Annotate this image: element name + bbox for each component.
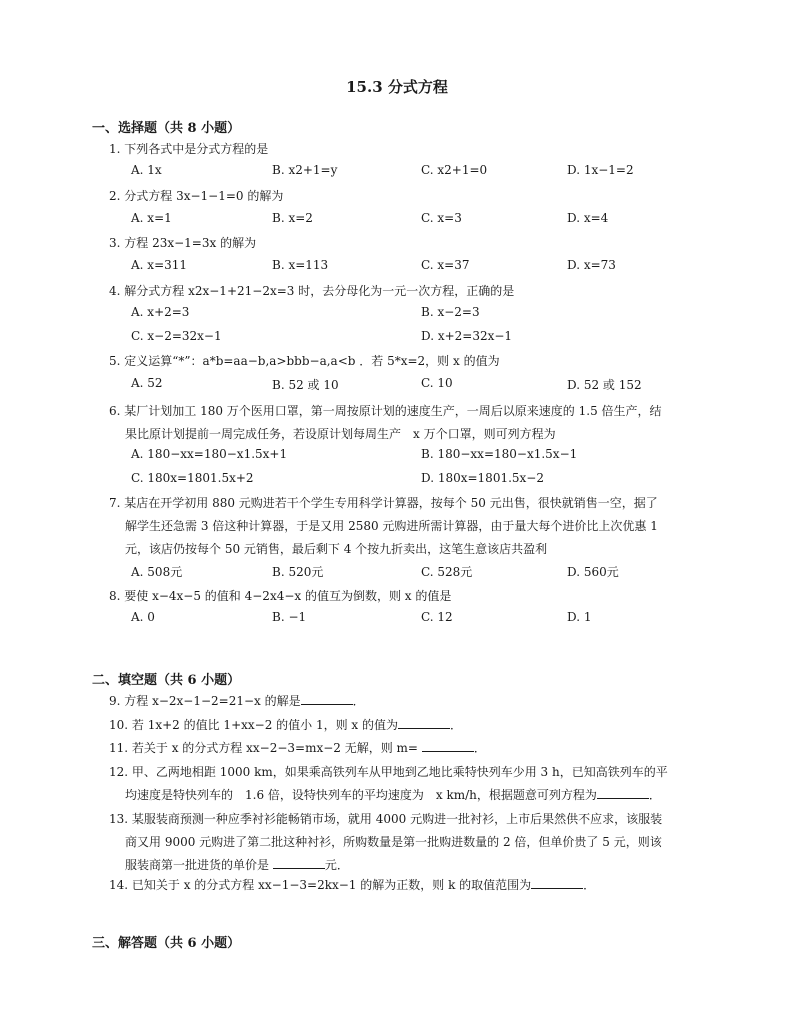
option-b: B. −1: [272, 610, 307, 624]
option-c: C. 528元: [421, 565, 473, 579]
answer-blank: [273, 856, 325, 869]
question-7-line-2: 解学生还急需 3 倍这种计算器，于是又用 2580 元购进所需计算器，由于量大每个进价比上次优惠 1: [125, 519, 658, 533]
question-13-line-2: 商又用 9000 元购进了第二批这种衬衫，所购数量是第一批购进数量的 2 倍，但单价贵了 5 元，则该: [125, 835, 662, 849]
question-7-line-3: 元，该店仍按每个 50 元销售，最后剩下 4 个按九折卖出，这笔生意该店共盈利: [125, 542, 548, 556]
option-b: B. 520元: [272, 565, 324, 579]
question-13-text: 服装商第一批进货的单价是: [125, 858, 270, 872]
option-b: B. x=2: [272, 211, 313, 225]
option-c: C. 12: [421, 610, 453, 624]
question-6: [109, 400, 709, 446]
option-c: C. x=3: [421, 211, 462, 225]
option-a: A. x=311: [131, 258, 188, 272]
option-c: C. 180x=1801.5x+2: [131, 471, 254, 485]
question-12-text: 均速度是特快列车的 1.6 倍，设特快列车的平均速度为 x km/h，根据题意可列方程为: [125, 788, 597, 802]
option-c: C. x=37: [421, 258, 470, 272]
question-2: 2. 分式方程 3x−1−1=0 的解为: [109, 189, 284, 203]
option-d: D. 1: [567, 610, 592, 624]
question-9-text: 9. 方程 x−2x−1−2=21−x 的解是: [109, 694, 301, 708]
question-3-options: [131, 258, 711, 280]
question-9: [109, 690, 709, 713]
question-8-options: [131, 610, 711, 632]
question-6-line-1: 6. 某厂计划加工 180 万个医用口罩，第一周按原计划的速度生产，一周后以原来速度的 1.5 倍生产，结: [109, 404, 662, 418]
question-4-options-row2: [131, 329, 711, 351]
option-c: C. 10: [421, 376, 453, 390]
option-d: D. x=4: [567, 211, 609, 225]
option-b: B. x2+1=y: [272, 163, 338, 177]
option-b: B. x−2=3: [421, 305, 480, 319]
question-8: 8. 要使 x−4x−5 的值和 4−2x4−x 的值互为倒数，则 x 的值是: [109, 589, 452, 603]
question-5-options: [131, 376, 711, 398]
option-d: D. 1x−1=2: [567, 163, 634, 177]
option-b: B. 180−xx=180−x1.5x−1: [421, 447, 578, 461]
question-12-line-2: [109, 784, 709, 807]
section-answer-heading: 三、解答题（共 6 小题）: [92, 936, 241, 951]
answer-blank: [301, 692, 353, 705]
option-d: D. x+2=32x−1: [421, 329, 513, 343]
question-13-line-1: 13. 某服装商预测一种应季衬衫能畅销市场，就用 4000 元购进一批衬衫，上市后果然供不应求，该服装: [109, 812, 663, 826]
question-5: 5. 定义运算“*”：a*b=aa−b,a>bbb−a,a<b ．若 5*x=2，则 x 的值为: [109, 354, 500, 368]
option-a: A. x+2=3: [131, 305, 190, 319]
question-10: [109, 714, 709, 737]
question-10-text: 10. 若 1x+2 的值比 1+xx−2 的值小 1，则 x 的值为: [109, 718, 399, 732]
question-4-options-row1: [131, 305, 711, 327]
option-b: B. x=113: [272, 258, 329, 272]
option-d: D. 560元: [567, 565, 619, 579]
section-fill-heading: 二、填空题（共 6 小题）: [92, 673, 241, 688]
page-title: 15.3 分式方程: [346, 78, 448, 96]
option-a: A. 180−xx=180−x1.5x+1: [131, 447, 288, 461]
option-a: A. 1x: [131, 163, 162, 177]
option-d: D. x=73: [567, 258, 616, 272]
option-a: A. x=1: [131, 211, 172, 225]
option-c: C. x−2=32x−1: [131, 329, 222, 343]
option-a: A. 0: [131, 610, 155, 624]
question-13: [109, 808, 709, 877]
question-11-end: ．: [473, 741, 486, 755]
answer-blank: [422, 739, 474, 752]
question-3: 3. 方程 23x−1=3x 的解为: [109, 236, 257, 250]
question-6-options-row1: [131, 447, 711, 469]
option-d: D. 180x=1801.5x−2: [421, 471, 544, 485]
question-11-text: 11. 若关于 x 的分式方程 xx−2−3=mx−2 无解，则 m=: [109, 741, 418, 755]
question-1: 1. 下列各式中是分式方程的是: [109, 142, 269, 156]
question-14-text: 14. 已知关于 x 的分式方程 xx−1−3=2kx−1 的解为正数，则 k 的取值范围为: [109, 878, 532, 892]
question-12-line-1: 12. 甲、乙两地相距 1000 km，如果乘高铁列车从甲地到乙地比乘特快列车少用 3 h，已知高铁列车的平: [109, 765, 668, 779]
question-6-line-2: 果比原计划提前一周完成任务，若设原计划每周生产 x 万个口罩，则可列方程为: [125, 427, 556, 441]
question-14: [109, 874, 709, 897]
question-12: [109, 761, 709, 807]
question-7: [109, 492, 709, 561]
answer-blank: [398, 716, 450, 729]
answer-blank: [597, 786, 649, 799]
option-c: C. x2+1=0: [421, 163, 488, 177]
question-13-end: 元．: [324, 858, 349, 872]
option-a: A. 52: [131, 376, 163, 390]
question-6-options-row2: [131, 471, 711, 493]
answer-blank: [531, 876, 583, 889]
question-10-end: ．: [450, 718, 463, 732]
section-choice-heading: 一、选择题（共 8 小题）: [92, 121, 241, 136]
option-d: D. 52 或 152: [567, 378, 642, 392]
question-14-end: ．: [583, 878, 596, 892]
question-12-end: ．: [648, 788, 661, 802]
question-7-line-1: 7. 某店在开学初用 880 元购进若干个学生专用科学计算器，按每个 50 元出售，很快就销售一空，据了: [109, 496, 658, 510]
question-7-options: [131, 563, 711, 585]
question-2-options: [131, 211, 711, 233]
question-1-options: [131, 163, 711, 185]
question-11: [109, 737, 709, 760]
question-9-end: ．: [352, 694, 365, 708]
question-4: 4. 解分式方程 x2x−1+21−2x=3 时，去分母化为一元一次方程，正确的是: [109, 284, 515, 298]
option-b: B. 52 或 10: [272, 378, 339, 392]
option-a: A. 508元: [131, 565, 183, 579]
